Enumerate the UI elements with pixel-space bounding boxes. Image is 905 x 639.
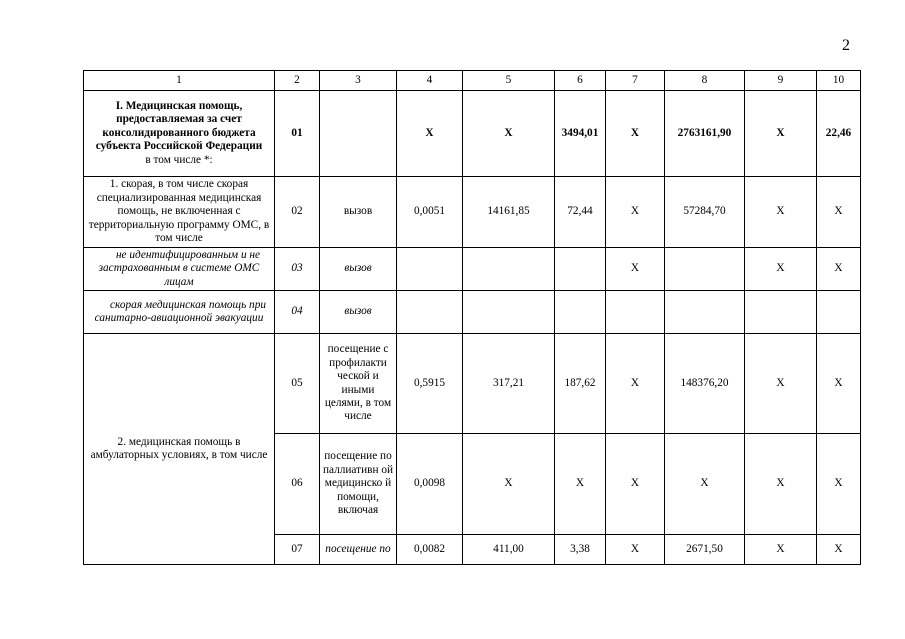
row-unit: вызов xyxy=(320,248,397,291)
row-value: X xyxy=(606,535,665,565)
row-value: X xyxy=(555,434,606,535)
row-value: X xyxy=(817,334,861,434)
row-value: X xyxy=(606,334,665,434)
row-value: X xyxy=(397,91,463,177)
row-unit: посещение по xyxy=(320,535,397,565)
row-value: 0,0051 xyxy=(397,177,463,248)
row-value xyxy=(397,248,463,291)
row-unit: вызов xyxy=(320,177,397,248)
row-value: 2671,50 xyxy=(665,535,745,565)
row-value xyxy=(397,291,463,334)
row-02 xyxy=(84,177,861,248)
row-code: 07 xyxy=(275,535,320,565)
section-1-name-cell xyxy=(84,91,275,177)
row-value: X xyxy=(606,177,665,248)
row-value: X xyxy=(745,91,817,177)
row-value: 148376,20 xyxy=(665,334,745,434)
row-value: X xyxy=(606,248,665,291)
row-value xyxy=(745,291,817,334)
header-cell: 4 xyxy=(397,71,463,91)
section-1-row xyxy=(84,91,861,177)
header-cell: 5 xyxy=(463,71,555,91)
row-value: 0,0082 xyxy=(397,535,463,565)
row-name: не идентифицированным и не застрахованным в системе ОМС лицам xyxy=(98,248,261,288)
row-value: X xyxy=(745,248,817,291)
header-cell: 10 xyxy=(817,71,861,91)
header-cell: 3 xyxy=(320,71,397,91)
row-value xyxy=(555,291,606,334)
header-cell: 9 xyxy=(745,71,817,91)
row-value: X xyxy=(606,434,665,535)
row-name: 1. скорая, в том числе скорая специализированная медицинская помощь, не включенная с территориальную программу ОМС, в том числе xyxy=(84,177,275,248)
row-value xyxy=(665,291,745,334)
header-cell: 7 xyxy=(606,71,665,91)
row-name-cell xyxy=(84,248,275,291)
row-name-cell xyxy=(84,291,275,334)
row-value: X xyxy=(463,434,555,535)
row-value: X xyxy=(665,434,745,535)
row-unit xyxy=(320,91,397,177)
row-code: 01 xyxy=(275,91,320,177)
row-value: X xyxy=(817,535,861,565)
row-value: 3494,01 xyxy=(555,91,606,177)
row-code: 02 xyxy=(275,177,320,248)
row-name: скорая медицинская помощь при санитарно-авиационной эвакуации xyxy=(94,298,266,324)
row-03 xyxy=(84,248,861,291)
row-value xyxy=(555,248,606,291)
row-value: X xyxy=(745,434,817,535)
section-1-subtitle: в том числе *: xyxy=(145,153,213,166)
row-value: X xyxy=(745,334,817,434)
row-value: X xyxy=(745,535,817,565)
header-cell: 2 xyxy=(275,71,320,91)
row-unit: вызов xyxy=(320,291,397,334)
row-value: X xyxy=(817,177,861,248)
row-code: 04 xyxy=(275,291,320,334)
row-value: 0,0098 xyxy=(397,434,463,535)
row-code: 03 xyxy=(275,248,320,291)
row-value: 2763161,90 xyxy=(665,91,745,177)
header-row xyxy=(84,71,861,91)
row-value: 0,5915 xyxy=(397,334,463,434)
row-value: 411,00 xyxy=(463,535,555,565)
row-value: 187,62 xyxy=(555,334,606,434)
row-value xyxy=(817,291,861,334)
row-value xyxy=(606,291,665,334)
row-value: 72,44 xyxy=(555,177,606,248)
row-value: X xyxy=(817,248,861,291)
row-value: X xyxy=(606,91,665,177)
row-value xyxy=(463,248,555,291)
row-unit: посещение с профилакти ческой и иными целями, в том числе xyxy=(320,334,397,434)
row-value xyxy=(463,291,555,334)
row-code: 05 xyxy=(275,334,320,434)
header-cell: 6 xyxy=(555,71,606,91)
row-04 xyxy=(84,291,861,334)
header-cell: 1 xyxy=(84,71,275,91)
row-value: X xyxy=(463,91,555,177)
row-05 xyxy=(84,334,861,434)
row-unit: посещение по паллиативн ой медицинско й помощи, включая xyxy=(320,434,397,535)
group-2-name: 2. медицинская помощь в амбулаторных условиях, в том числе xyxy=(84,334,275,565)
financing-table xyxy=(83,70,861,565)
row-value: X xyxy=(817,434,861,535)
header-cell: 8 xyxy=(665,71,745,91)
row-value xyxy=(665,248,745,291)
row-value: 57284,70 xyxy=(665,177,745,248)
page-number: 2 xyxy=(842,37,850,54)
row-value: X xyxy=(745,177,817,248)
row-value: 14161,85 xyxy=(463,177,555,248)
row-code: 06 xyxy=(275,434,320,535)
section-1-title: I. Медицинская помощь, предоставляемая за счет консолидированного бюджета субъекта Российской Федерации xyxy=(95,99,263,153)
row-value: 3,38 xyxy=(555,535,606,565)
row-value: 22,46 xyxy=(817,91,861,177)
row-value: 317,21 xyxy=(463,334,555,434)
